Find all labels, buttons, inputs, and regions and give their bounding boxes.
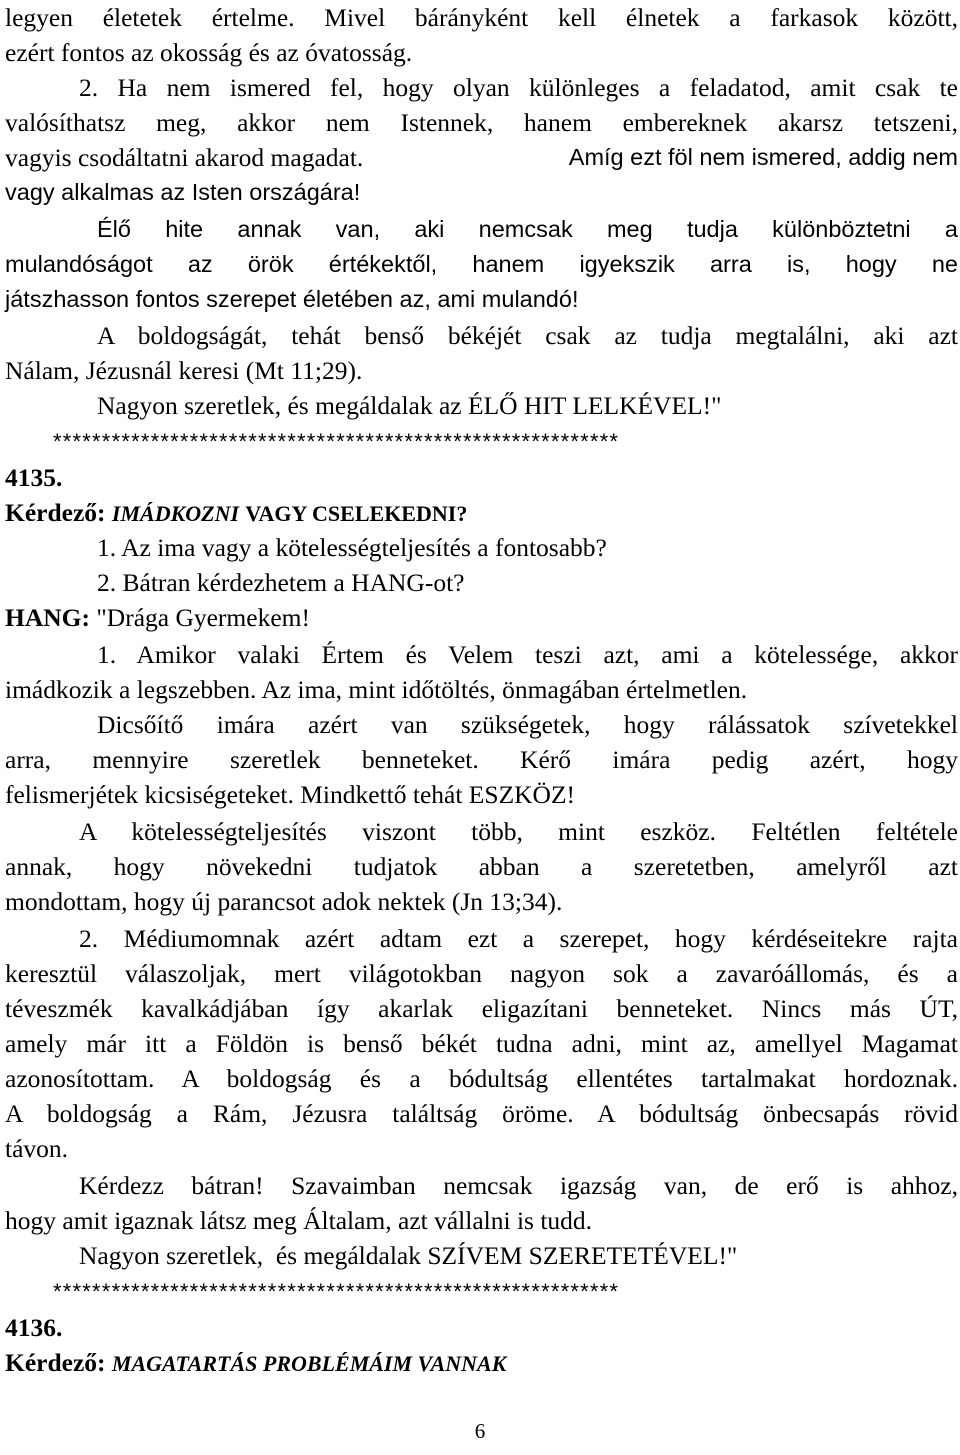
separator: ********************************************************** — [53, 429, 620, 454]
text-line: hogy amit igaznak látsz meg Általam, azt vállalni is tudd. — [5, 1206, 593, 1235]
text-line: A boldogságát, tehát benső békéjét csak az tudja megtalálni, aki azt — [97, 321, 958, 350]
text-line: A kötelességteljesítés viszont több, mint eszköz. Feltétlen feltétele — [79, 817, 958, 846]
text-line: Kérdezz bátran! Szavaimban nemcsak igazság van, de erő is ahhoz, — [79, 1171, 958, 1200]
asker-label: Kérdező: — [5, 1348, 106, 1377]
asker-label: Kérdező: — [5, 498, 106, 527]
text-line: keresztül válaszoljak, mert világotokban nagyon sok a zavaróállomás, és a — [5, 959, 958, 988]
text-line: 2. Médiumomnak azért adtam ezt a szerepet, hogy kérdéseitekre rajta — [79, 924, 958, 953]
question-line: 1. Az ima vagy a kötelességteljesítés a fontosabb? — [97, 533, 607, 562]
text-line: vagy alkalmas az Isten országára! — [5, 179, 361, 205]
entry-title — [5, 495, 467, 531]
text-line: játszhasson fontos szerepet életében az, ami mulandó! — [5, 286, 579, 312]
title-italic: IMÁDKOZNI — [111, 501, 240, 526]
text-line: Nagyon szeretlek, és megáldalak az ÉLŐ HIT LELKÉVEL!" — [97, 391, 722, 420]
text-line: imádkozik a legszebben. Az ima, mint időtöltés, önmagában értelmetlen. — [5, 675, 748, 704]
text-line: arra, mennyire szeretlek benneteket. Kérő imára pedig azért, hogy — [5, 745, 958, 774]
title-italic: MAGATARTÁS PROBLÉMÁIM VANNAK — [111, 1351, 507, 1376]
entry-number: 4136. — [5, 1313, 63, 1342]
text-line: mulandóságot az örök értékektől, hanem igyekszik arra is, hogy ne — [5, 251, 958, 277]
text-line: annak, hogy növekedni tudjatok abban a szeretetben, amelyről azt — [5, 852, 958, 881]
hang-label: HANG: — [5, 603, 90, 632]
text-line: legyen életetek értelme. Mivel bárányként kell élnetek a farkasok között, — [5, 3, 958, 32]
text-line: Dicsőítő imára azért van szükségetek, hogy rálássatok szívetekkel — [97, 710, 958, 739]
text-line: Nálam, Jézusnál keresi (Mt 11;29). — [5, 356, 363, 385]
text-line: Nagyon szeretlek, és megáldalak SZÍVEM SZERETETÉVEL!" — [79, 1241, 738, 1270]
page-number: 6 — [474, 1419, 486, 1443]
text-line: távon. — [5, 1134, 69, 1163]
answer-heading — [5, 600, 310, 635]
text-line: amely már itt a Földön is benső békét tudna adni, mint az, amellyel Magamat — [5, 1029, 958, 1058]
text-line: A boldogság a Rám, Jézusra találtság öröme. A bódultság önbecsapás rövid — [5, 1099, 958, 1128]
text-line: valósíthatsz meg, akkor nem Istennek, hanem embereknek akarsz tetszeni, — [5, 108, 958, 137]
text-span: vagyis csodáltatni akarod magadat. — [5, 143, 364, 172]
greeting: "Drága Gyermekem! — [96, 603, 310, 632]
entry-title — [5, 1345, 506, 1381]
separator: ********************************************************** — [53, 1279, 620, 1304]
text-line: mondottam, hogy új parancsot adok nektek (Jn 13;34). — [5, 887, 563, 916]
text-line: felismerjétek kicsiségeteket. Mindkettő tehát ESZKÖZ! — [5, 780, 576, 809]
text-span: Amíg ezt föl nem ismered, addig nem — [568, 144, 958, 170]
question-line: 2. Bátran kérdezhetem a HANG-ot? — [97, 568, 465, 597]
text-line: azonosítottam. A boldogság és a bódultság ellentétes tartalmakat hordoznak. — [5, 1064, 958, 1093]
text-line — [5, 140, 958, 175]
text-line: téveszmék kavalkádjában így akarlak eligazítani benneteket. Nincs más ÚT, — [5, 994, 958, 1023]
title-rest: VAGY CSELEKEDNI? — [245, 501, 468, 526]
text-line: ezért fontos az okosság és az óvatosság. — [5, 38, 413, 67]
text-line: 1. Amikor valaki Értem és Velem teszi azt, ami a kötelessége, akkor — [97, 640, 958, 669]
text-line: Élő hite annak van, aki nemcsak meg tudja különböztetni a — [97, 216, 958, 242]
entry-number: 4135. — [5, 463, 63, 492]
text-line: 2. Ha nem ismered fel, hogy olyan különleges a feladatod, amit csak te — [79, 73, 958, 102]
